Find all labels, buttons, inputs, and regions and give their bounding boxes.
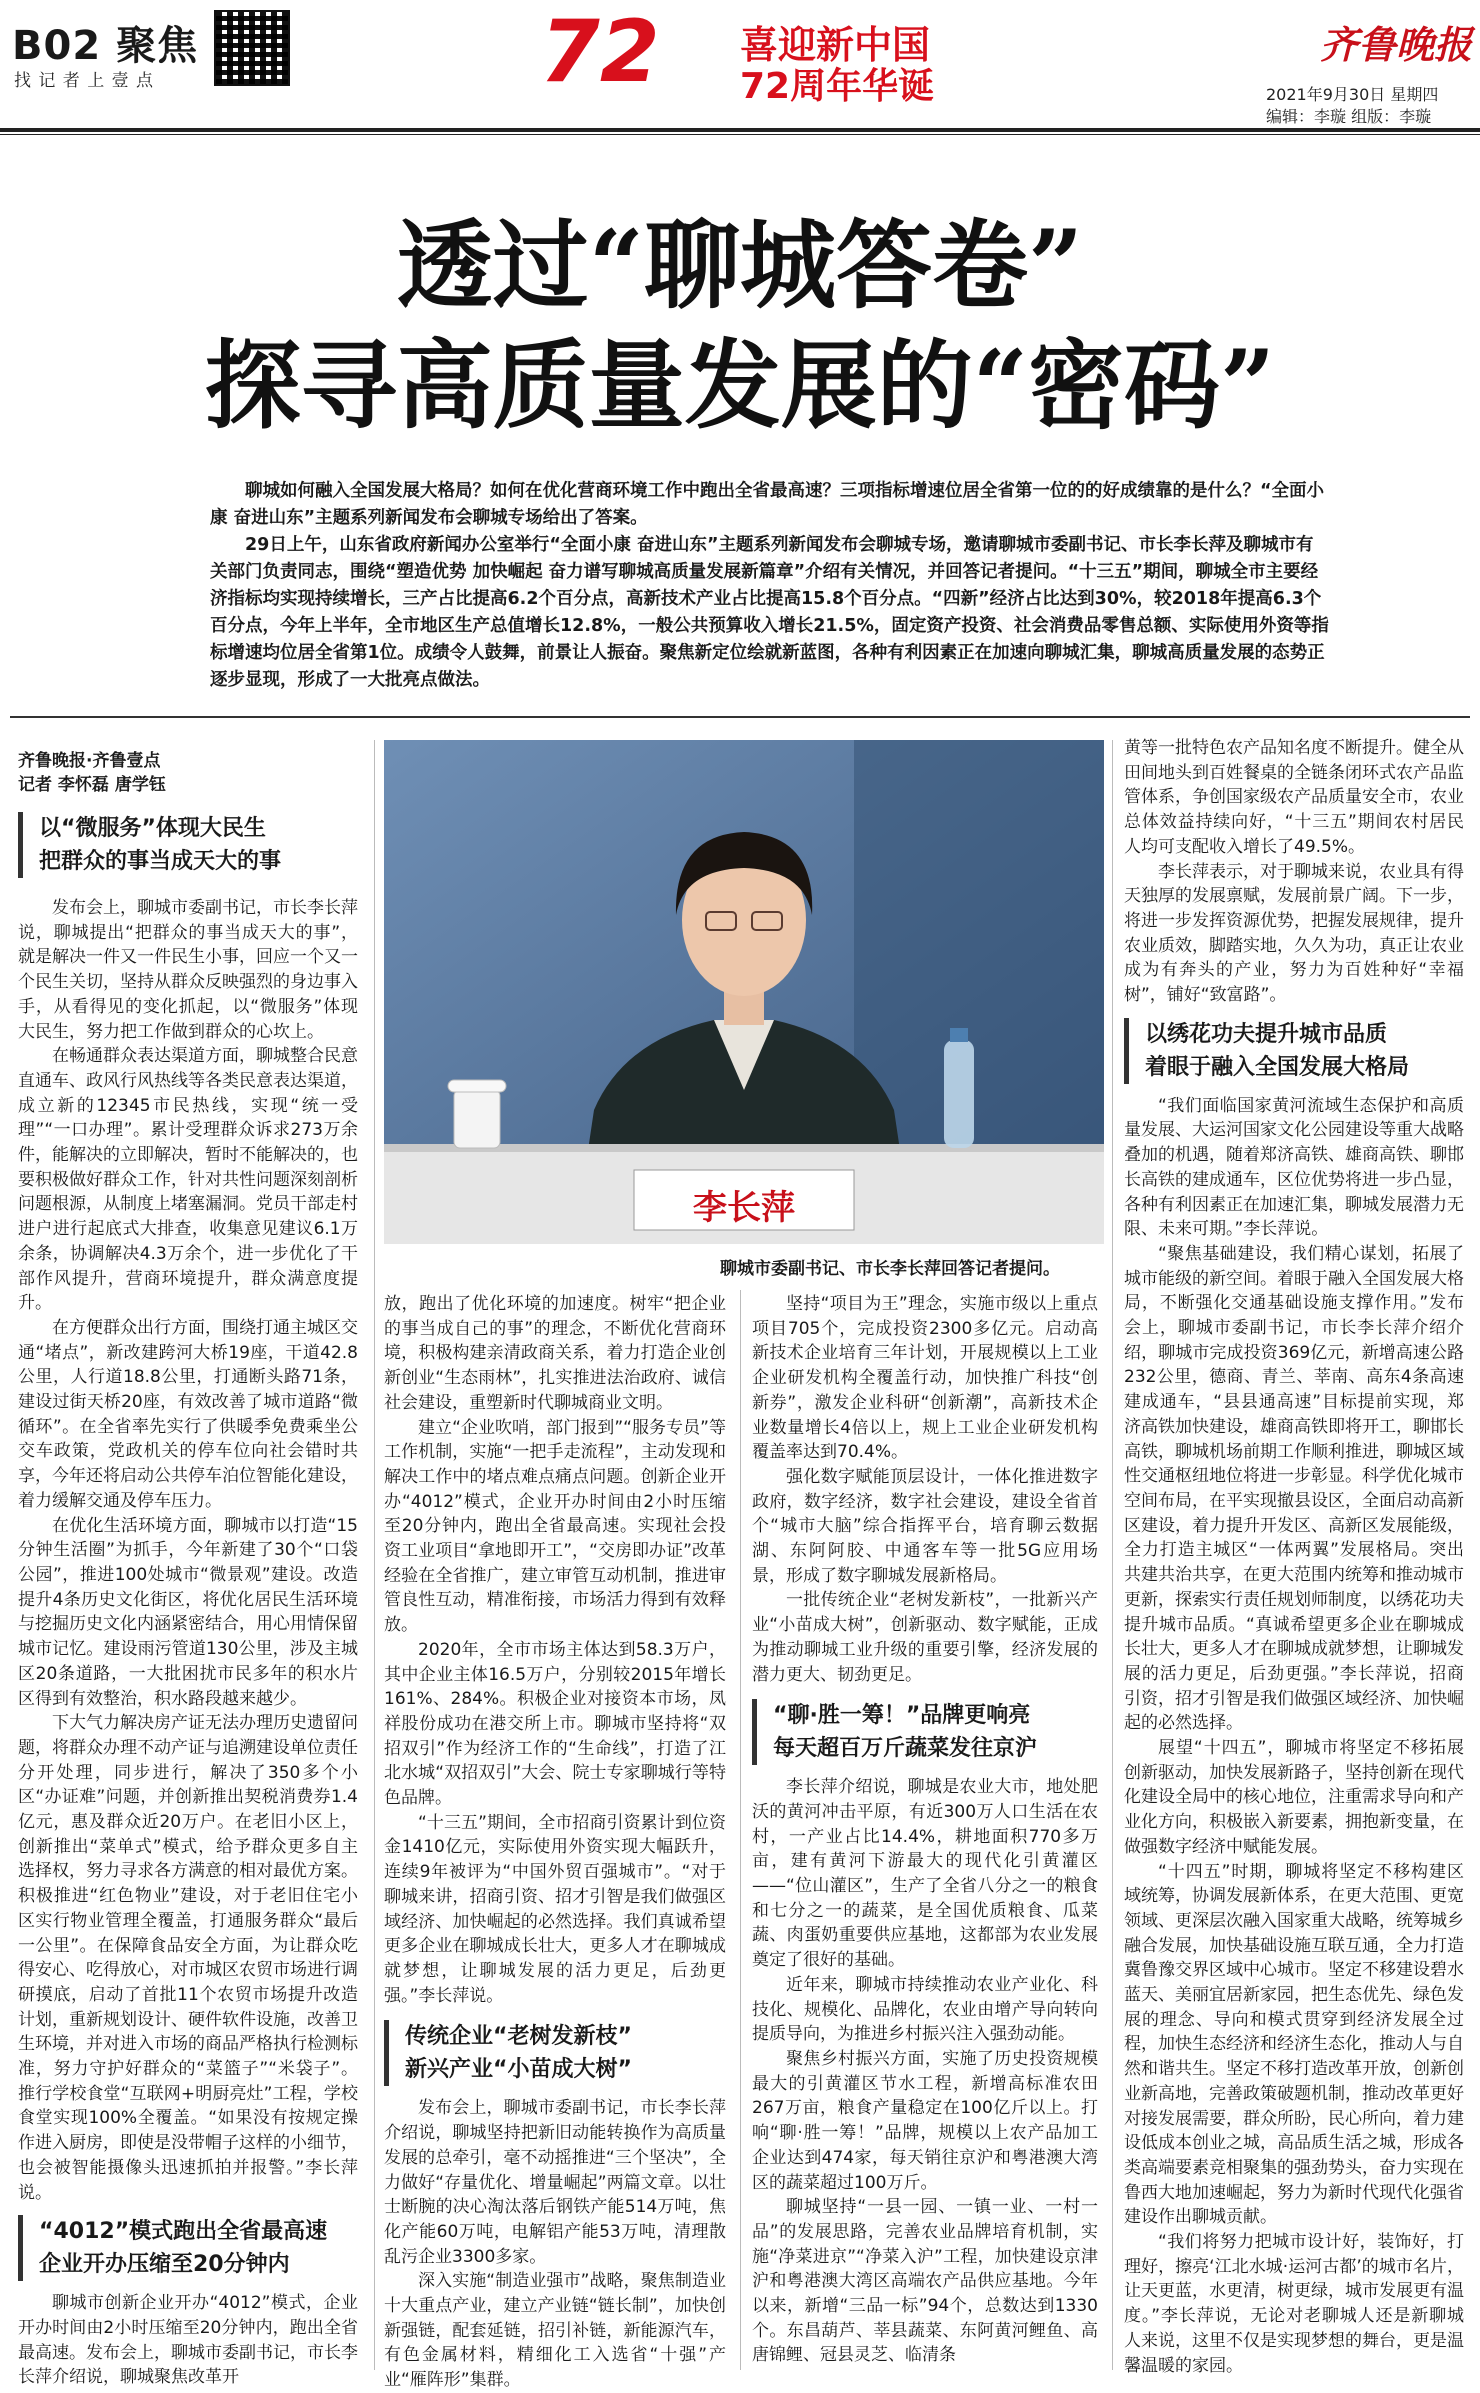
article-paragraph: 坚持“项目为王”理念，实施市级以上重点项目705个，完成投资2300多亿元。启动高新技术企业培育三年计划，开展规模以上工业企业研发机构全覆盖行动，加快推广科技“创新券”，激发企业科研“创新潮”，高新技术企业数量增长4倍以上，规上工业企业研发机构覆盖率达到70.4%。 <box>752 1294 1098 1463</box>
article-paragraph: 李长萍介绍说，聊城是农业大市，地处肥沃的黄河冲击平原，有近300万人口生活在农村，一产业占比14.4%，耕地面积770多万亩，建有黄河下游最大的现代化引黄灌区——“位山灌区”，生产了全省八分之一的粮食和七分之一的蔬菜，是全国优质粮食、瓜菜蔬、肉蛋奶重要供应基地，这都部为农业发展奠定了很好的基础。 <box>752 1777 1098 1971</box>
nameplate: 李长萍 <box>693 1188 795 1228</box>
masthead-rule <box>0 128 1480 132</box>
article-paragraph: 聊城市创新企业开办“4012”模式，企业开办时间由2小时压缩至20分钟内，跑出全省最高速。发布会上，聊城市委副书记，市长李长萍介绍说，聊城聚焦改革开 <box>18 2293 358 2388</box>
anniversary-badge <box>520 2 970 107</box>
article-paragraph: 发布会上，聊城市委副书记，市长李长萍介绍说，聊城坚持把新旧动能转换作为高质量发展的总牵引，毫不动摇推进“三个坚决”，全力做好“存量优化、增量崛起”两篇文章。以壮士断腕的决心淘汰落后钢铁产能514万吨，焦化产能60万吨，电解铝产能53万吨，清理散乱污企业3300多家。 <box>384 2098 726 2267</box>
anniversary-line2: 72周年华诞 <box>740 66 935 107</box>
speaker-photo <box>384 740 1104 1244</box>
section-heading: 以“微服务”体现大民生 把群众的事当成天大的事 <box>18 812 358 878</box>
article-paragraph: 下大气力解决房产证无法办理历史遗留问题，将群众办理不动产证与追溯建设单位责任分开处理，同步进行，解决了350多个小区“办证难”问题，并创新推出契税消费券1.4亿元，惠及群众近20万户。在老旧小区上，创新推出“菜单式”模式，给予群众更多自主选择权，努力寻求各方满意的相对最优方案。积极推进“红色物业”建设，对于老旧住宅小区实行物业管理全覆盖，打通服务群众“最后一公里”。在保障食品安全方面，为让群众吃得安心、吃得放心，对市城区农贸市场进行调研摸底，启动了首批11个农贸市场提升改造计划，重新规划设计、硬件软件设施，改善卫生环境，并对进入市场的商品严格执行检测标准，努力守护好群众的“菜篮子”“米袋子”。推行学校食堂“互联网+明厨亮灶”工程，学校食堂实现100%全覆盖。“如果没有按规定操作进入厨房，即使是没带帽子这样的小细节，也会被智能摄像头迅速抓拍并报警。”李长萍说。 <box>18 1713 358 2203</box>
column-3 <box>752 1292 1098 2368</box>
column-divider <box>1112 740 1113 2370</box>
photo-caption: 聊城市委副书记、市长李长萍回答记者提问。 <box>720 1259 1060 1279</box>
page-number: B02 聚焦 <box>12 23 199 69</box>
paper-logo: 齐鲁晚报 <box>1320 22 1473 67</box>
article-paragraph: “十四五”时期，聊城将坚定不移构建区域统筹，协调发展新体系，在更大范围、更宽领域、更深层次融入国家重大战略，统筹城乡融合发展，加快基础设施互联互通，全力打造冀鲁豫交界区域中心城市。坚定不移建设碧水蓝天、美丽宜居新家园，把生态优先、绿色发展的理念、导向和模式贯穿到经济发展全过程，加快生态经济和经济生态化，推动人与自然和谐共生。坚定不移打造改革开放，创新创业新高地，完善政策破题机制，推动改革更好对接发展需要，群众所盼，民心所向，着力建设低成本创业之城，高品质生活之城，形成各类高端要素竞相聚集的强劲势头，奋力实现在鲁西大地加速崛起，努力为新时代现代化强省建设作出聊城贡献。 <box>1124 1861 1464 2228</box>
article-paragraph: 聚焦乡村振兴方面，实施了历史投资规模最大的引黄灌区节水工程，新增高标准农田267万亩，粮食产量稳定在100亿斤以上。打响“聊·胜一筹！”品牌，规模以上农产品加工企业达到474家，每天销往京沪和粤港澳大湾区的蔬菜超过100万斤。 <box>752 2048 1098 2193</box>
column-1 <box>18 812 358 2390</box>
column-2 <box>384 1292 726 2393</box>
section-heading: 以绣花功夫提升城市品质 着眼于融入全国发展大格局 <box>1124 1018 1464 1084</box>
lead-paragraphs <box>210 478 1330 694</box>
article-paragraph: “十三五”期间，全市招商引资累计到位资金1410亿元，实际使用外资实现大幅跃升，连续9年被评为“中国外贸百强城市”。“对于聊城来讲，招商引资、招才引智是我们做强区域经济、加快崛起的必然选择。我们真诚希望更多企业在聊城成长壮大，更多人才在聊城成就梦想，让聊城发展的活力更足，后劲更强。”李长萍说。 <box>384 1812 726 2006</box>
section-heading: “4012”模式跑出全省最高速 企业开办压缩至20分钟内 <box>18 2215 358 2281</box>
article-paragraph: 放，跑出了优化环境的加速度。树牢“把企业的事当成自己的事”的理念，不断优化营商环境，积极构建亲清政商关系，着力打造企业创新创业“生态雨林”，扎实推进法治政府、诚信社会建设，重塑新时代聊城商业文明。 <box>384 1294 726 1413</box>
article-paragraph: 聊城坚持“一县一园、一镇一业、一村一品”的发展思路，完善农业品牌培育机制，实施“净菜进京”“净菜入沪”工程，加快建设京津沪和粤港澳大湾区高端农产品供应基地。今年以来，新增“三品一标”94个，总数达到1330个。东昌葫芦、莘县蔬菜、东阿黄河鲤鱼、高唐锦鲤、冠县灵芝、临清条 <box>752 2197 1098 2366</box>
article-paragraph: 近年来，聊城市持续推动农业产业化、科技化、规模化、品牌化，农业由增产导向转向提质导向，为推进乡村振兴注入强劲动能。 <box>752 1974 1098 2045</box>
article-paragraph: 建立“企业吹哨，部门报到”“服务专员”等工作机制，实施“一把手走流程”，主动发现和解决工作中的堵点难点痛点问题。创新企业开办“4012”模式，企业开办时间由2小时压缩至20分钟内，跑出全省最高速。实现社会投资工业项目“拿地即开工”，“交房即办证”改革经验在全省推广，建立审管互动机制，推进审管良性互动，精准衔接，市场活力得到有效释放。 <box>384 1417 726 1636</box>
slogan: 找 记 者 上 壹 点 <box>14 71 155 91</box>
lead-paragraph: 聊城如何融入全国发展大格局？如何在优化营商环境工作中跑出全省最高速？三项指标增速位居全省第一位的的好成绩靠的是什么？“全面小康 奋进山东”主题系列新闻发布会聊城专场给出了答案。 <box>210 481 1324 528</box>
speaker-photo-illustration <box>384 740 1104 1244</box>
article-paragraph: 发布会上，聊城市委副书记，市长李长萍说，聊城提出“把群众的事当成天大的事”，就是解决一件又一件民生小事，回应一个又一个民生关切，坚持从群众反映强烈的身边事入手，从看得见的变化抓起，以“微服务”体现大民生，努力把工作做到群众的心坎上。 <box>18 898 358 1042</box>
column-divider <box>374 740 375 2370</box>
article-paragraph: 在畅通群众表达渠道方面，聊城整合民意直通车、政风行风热线等各类民意表达渠道，成立新的12345市民热线，实现“统一受理”“一口办理”。累计受理群众诉求273万余件，能解决的立即解决，暂时不能解决的，也要积极做好群众工作，针对共性问题深刻剖析问题根源，从制度上堵塞漏洞。党员干部走村进户进行起底式大排查，收集意见建议6.1万余条，协调解决4.3万余个，进一步优化了干部作风提升，营商环境提升，群众满意度提升。 <box>18 1046 358 1314</box>
article-paragraph: 强化数字赋能顶层设计，一体化推进数字政府，数字经济，数字社会建设，建设全省首个“城市大脑”综合指挥平台，培育聊云数据湖、东阿阿胶、中通客车等一批5G应用场景，形成了数字聊城发展新格局。 <box>752 1466 1098 1586</box>
qr-code-icon <box>214 10 290 86</box>
article-paragraph: 深入实施“制造业强市”战略，聚焦制造业十大重点产业，建立产业链“链长制”，加快创新强链，配套延链，招引补链，新能源汽车，有色金属材料，精细化工入选省“十强”产业“雁阵形”集群。 <box>384 2271 726 2391</box>
article-paragraph: “我们面临国家黄河流域生态保护和高质量发展、大运河国家文化公园建设等重大战略叠加的机遇，随着郑济高铁、雄商高铁、聊邯长高铁的建成通车，区位优势将进一步凸显，各种有利因素正在加速汇集，聊城发展潜力无限、未来可期。”李长萍说。 <box>1124 1095 1464 1240</box>
column-4 <box>1124 736 1464 2378</box>
article-paragraph: “聚焦基础建设，我们精心谋划，拓展了城市能级的新空间。着眼于融入全国发展大格局，不断强化交通基础设施支撑作用。”发布会上，聊城市委副书记，市长李长萍介绍介绍，聊城市完成投资369亿元，新增高速公路232公里，德商、青兰、莘南、高东4条高速建成通车，“县县通高速”目标提前实现，郑济高铁加快建设，雄商高铁即将开工，聊邯长高铁，聊城机场前期工作顺利推进，聊城区域性交通枢纽地位将进一步彰显。科学优化城市空间布局，在平实现撤县设区，全面启动高新区建设，着力提升开发区、高新区发展能级，全力打造主城区“一体两翼”发展格局。突出共建共治共享，在更大范围内统筹和推动城市更新，探索实行责任规划师制度，以绣花功夫提升城市品质。“真诚希望更多企业在聊城成长壮大，更多人才在聊城成就梦想，让聊城发展的活力更足，后劲更强。”李长萍说，招商引资，招才引智是我们做强区域经济、加快崛起的必然选择。 <box>1124 1243 1464 1734</box>
byline-source: 齐鲁晚报·齐鲁壹点 <box>18 751 161 771</box>
anniversary-line1: 喜迎新中国 <box>740 23 931 67</box>
editor-credits: 编辑：李璇 组版：李璇 <box>1266 107 1432 126</box>
article-paragraph: 2020年，全市市场主体达到58.3万户，其中企业主体16.5万户，分别较2015年增长161%、284%。积极企业对接资本市场，凤祥股份成功在港交所上市。聊城市坚持将“双招双引”作为经济工作的“生命线”，打造了江北水城“双招双引”大会、院士专家聊城行等特色品牌。 <box>384 1639 726 1809</box>
article-paragraph: 展望“十四五”，聊城市将坚定不移拓展创新驱动，加快发展新路子，坚持创新在现代化建设全局中的核心地位，注重需求导向和产业化方向，积极嵌入新要素，拥抱新变量，在做强数字经济中赋能发展。 <box>1124 1738 1464 1857</box>
article-paragraph: 一批传统企业“老树发新枝”，一批新兴产业“小苗成大树”，创新驱动、数字赋能，正成为推动聊城工业升级的重要引擎，经济发展的潜力更大、韧劲更足。 <box>752 1590 1098 1685</box>
headline-line1: 透过“聊城答卷” <box>396 209 1084 322</box>
article-paragraph: “我们将努力把城市设计好，装饰好，打理好，擦亮‘江北水城·运河古都’的城市名片，让天更蓝，水更清，树更绿，城市发展更有温度。”李长萍说，无论对老聊城人还是新聊城人来说，这里不仅是实现梦想的舞台，更是温馨温暖的家园。 <box>1124 2232 1464 2376</box>
section-heading: “聊·胜一筹！”品牌更响亮 每天超百万斤蔬菜发往京沪 <box>752 1699 1098 1765</box>
lead-paragraph: 29日上午，山东省政府新闻办公室举行“全面小康 奋进山东”主题系列新闻发布会聊城专场，邀请聊城市委副书记、市长李长萍及聊城市有关部门负责同志，围绕“塑造优势 加快崛起 奋力谱写聊城高质量发展新篇章”介绍有关情况，并回答记者提问。“十三五”期间，聊城全市主要经济指标均实现持续增长，三产占比提高6.2个百分点，高新技术产业占比提高15.8个百分点。“四新”经济占比达到30%，较2018年提高6.3个百分点，今年上半年，全市地区生产总值增长12.8%，一般公共预算收入增长21.5%，固定资产投资、社会消费品零售总额、实际使用外资等指标增速均位居全省第1位。成绩令人鼓舞，前景让人振奋。聚焦新定位绘就新蓝图，各种有利因素正在加速向聊城汇集，聊城高质量发展的态势正逐步显现，形成了一大批亮点做法。 <box>210 535 1329 690</box>
article-paragraph: 在优化生活环境方面，聊城市以打造“15分钟生活圈”为抓手，今年新建了30个“口袋公园”，推进100处城市“微景观”建设。改造提升4条历史文化街区，将优化居民生活环境与挖掘历史文化内涵紧密结合，用心用情保留城市记忆。建设雨污管道130公里，涉及主城区20条道路，一大批困扰市民多年的积水片区得到有效整治，积水路段越来越少。 <box>18 1515 358 1709</box>
byline-reporters: 记者 李怀磊 唐学钰 <box>18 775 166 795</box>
column-divider <box>740 1290 741 2370</box>
section-heading: 传统企业“老树发新枝” 新兴产业“小苗成大树” <box>384 2020 726 2086</box>
article-paragraph: 黄等一批特色农产品知名度不断提升。健全从田间地头到百姓餐桌的全链条闭环式农产品监管体系，争创国家级农产品质量安全市，农业总体效益持续向好，“十三五”期间农村居民人均可支配收入增长了49.5%。 <box>1124 738 1464 857</box>
headline-line2: 探寻高质量发展的“密码” <box>204 329 1276 442</box>
lead-divider <box>10 716 1470 718</box>
masthead-rule-thin <box>0 134 1480 135</box>
article-paragraph: 李长萍表示，对于聊城来说，农业具有得天独厚的发展禀赋，发展前景广阔。下一步，将进一步发挥资源优势，把握发展规律，提升农业质效，脚踏实地，久久为功，真正让农业成为有奔头的产业，努力为百姓种好“幸福树”，铺好“致富路”。 <box>1124 861 1464 1006</box>
article-paragraph: 在方便群众出行方面，围绕打通主城区交通“堵点”，新改建跨河大桥19座，干道42.8公里，人行道18.8公里，打通断头路71条，建设过街天桥20座，有效改善了城市道路“微循环”。在全省率先实行了供暖季免费乘坐公交车政策，党政机关的停车位向社会错时共享，今年还将启动公共停车泊位智能化建设，着力缓解交通及停车压力。 <box>18 1317 358 1511</box>
issue-date: 2021年9月30日 星期四 <box>1266 85 1439 104</box>
anniversary-number: 72 <box>540 2 660 102</box>
